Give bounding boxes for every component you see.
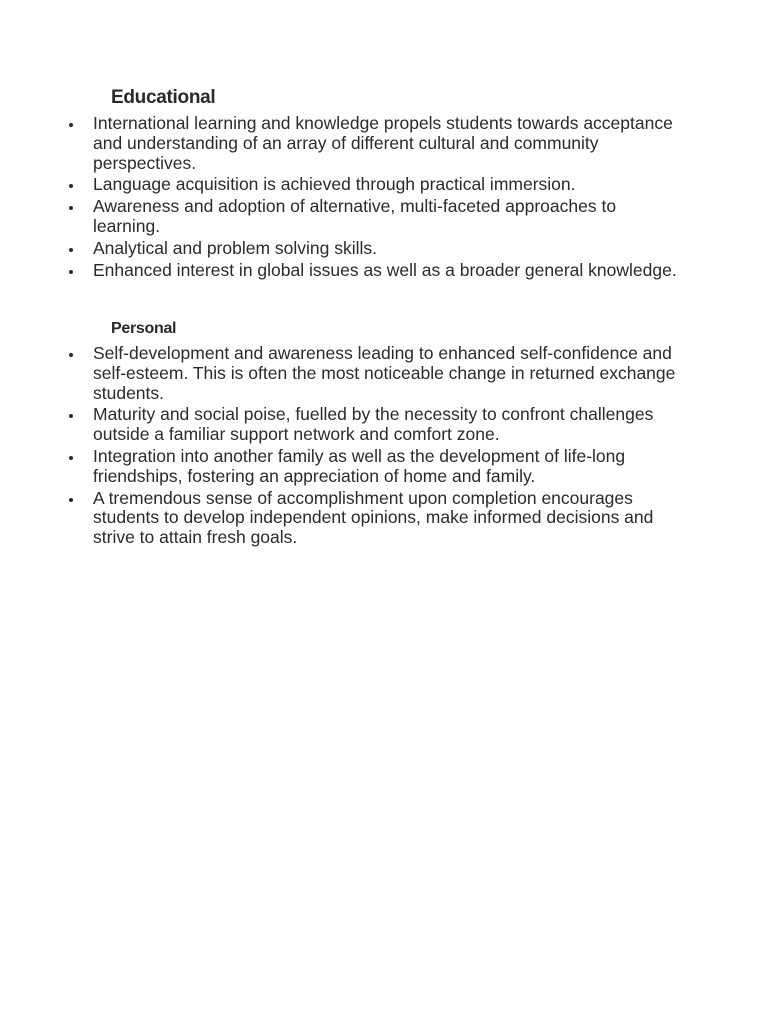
bullet-icon — [69, 270, 73, 274]
bullet-icon — [69, 248, 73, 252]
bullet-icon — [69, 414, 73, 418]
list-item — [0, 261, 768, 281]
list-item-text: Integration into another family as well as the development of life-long friendships, fostering an appreciation of home and family. — [93, 445, 626, 486]
list-item-text: International learning and knowledge propels students towards acceptance and understanding of an array of different cultural and community perspectives. — [93, 113, 673, 173]
section-heading-personal: Personal — [111, 320, 177, 337]
personal-benefits-list — [0, 344, 768, 550]
list-item — [0, 447, 768, 487]
bullet-icon — [69, 498, 73, 502]
list-item — [0, 197, 768, 237]
list-item-text: Self-development and awareness leading to enhanced self-confidence and self-esteem. This is often the most noticeable change in returned exchange students. — [93, 343, 676, 403]
list-item-text: Maturity and social poise, fuelled by the necessity to confront challenges outside a familiar support network and comfort zone. — [93, 404, 654, 445]
bullet-icon — [69, 123, 73, 127]
bullet-icon — [69, 456, 73, 460]
list-item — [0, 405, 768, 445]
bullet-icon — [69, 353, 73, 357]
list-item-text: A tremendous sense of accomplishment upon completion encourages students to develop independent opinions, make informed decisions and strive to attain fresh goals. — [93, 487, 654, 548]
bullet-icon — [69, 184, 73, 188]
bullet-icon — [69, 206, 73, 210]
list-item — [0, 239, 768, 259]
list-item-text: Analytical and problem solving skills. — [93, 237, 378, 258]
list-item — [0, 114, 768, 173]
educational-benefits-list — [0, 114, 768, 282]
section-heading-educational: Educational — [111, 87, 216, 108]
list-item-text: Awareness and adoption of alternative, multi-faceted approaches to learning. — [93, 196, 617, 236]
list-item — [0, 175, 768, 195]
list-item-text: Enhanced interest in global issues as well as a broader general knowledge. — [93, 259, 677, 280]
list-item-text: Language acquisition is achieved through practical immersion. — [93, 174, 576, 195]
list-item — [0, 489, 768, 548]
list-item — [0, 344, 768, 403]
